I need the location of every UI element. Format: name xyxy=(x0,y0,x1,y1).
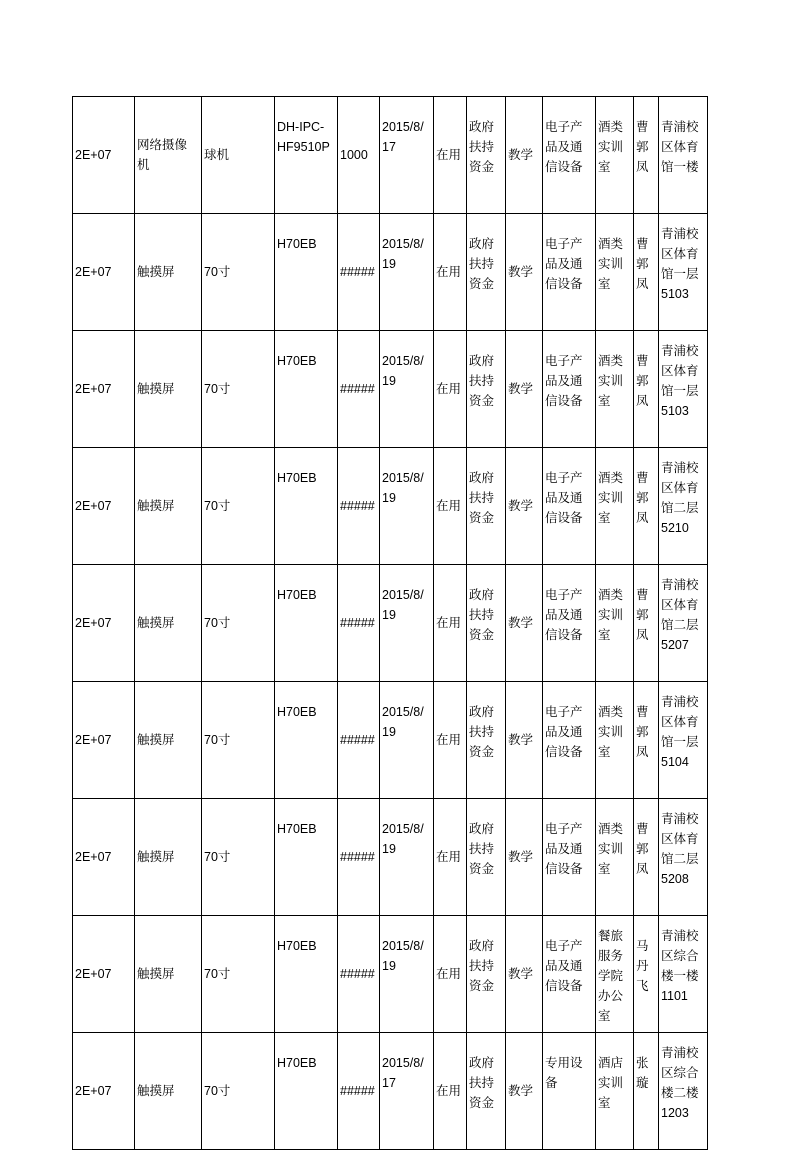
department-cell: 酒类 实训 室 xyxy=(596,448,634,565)
table-row xyxy=(73,97,708,214)
price-cell: ##### xyxy=(338,916,380,1033)
model-cell: H70EB xyxy=(275,1033,338,1150)
custodian-cell: 曹 郭 凤 xyxy=(634,565,659,682)
funding-source-cell: 政府 扶持 资金 xyxy=(467,799,506,916)
asset-name-cell: 网络摄像 机 xyxy=(135,97,202,214)
acquire-date-cell: 2015/8/ 19 xyxy=(380,331,434,448)
usage-cell: 教学 xyxy=(506,331,543,448)
funding-source-cell: 政府 扶持 资金 xyxy=(467,565,506,682)
usage-cell: 教学 xyxy=(506,682,543,799)
location-cell: 青浦校 区综合 楼二楼 1203 xyxy=(659,1033,708,1150)
location-cell: 青浦校 区体育 馆二层 5207 xyxy=(659,565,708,682)
location-cell: 青浦校 区体育 馆一楼 xyxy=(659,97,708,214)
status-cell: 在用 xyxy=(434,448,467,565)
model-cell: H70EB xyxy=(275,682,338,799)
category-cell: 电子产 品及通 信设备 xyxy=(543,331,596,448)
price-cell: 1000 xyxy=(338,97,380,214)
category-cell: 电子产 品及通 信设备 xyxy=(543,682,596,799)
spec-cell: 70寸 xyxy=(202,448,275,565)
acquire-date-cell: 2015/8/ 19 xyxy=(380,448,434,565)
asset-code-cell: 2E+07 xyxy=(73,97,135,214)
status-cell: 在用 xyxy=(434,799,467,916)
price-cell: ##### xyxy=(338,331,380,448)
acquire-date-cell: 2015/8/ 19 xyxy=(380,214,434,331)
acquire-date-cell: 2015/8/ 19 xyxy=(380,682,434,799)
category-cell: 电子产 品及通 信设备 xyxy=(543,448,596,565)
asset-code-cell: 2E+07 xyxy=(73,1033,135,1150)
department-cell: 酒类 实训 室 xyxy=(596,565,634,682)
funding-source-cell: 政府 扶持 资金 xyxy=(467,331,506,448)
custodian-cell: 曹 郭 凤 xyxy=(634,799,659,916)
asset-name-cell: 触摸屏 xyxy=(135,1033,202,1150)
category-cell: 电子产 品及通 信设备 xyxy=(543,916,596,1033)
location-cell: 青浦校 区综合 楼一楼 1101 xyxy=(659,916,708,1033)
usage-cell: 教学 xyxy=(506,1033,543,1150)
category-cell: 电子产 品及通 信设备 xyxy=(543,565,596,682)
asset-code-cell: 2E+07 xyxy=(73,682,135,799)
custodian-cell: 曹 郭 凤 xyxy=(634,331,659,448)
location-cell: 青浦校 区体育 馆二层 5210 xyxy=(659,448,708,565)
custodian-cell: 张 璇 xyxy=(634,1033,659,1150)
department-cell: 酒类 实训 室 xyxy=(596,799,634,916)
asset-name-cell: 触摸屏 xyxy=(135,214,202,331)
department-cell: 餐旅 服务 学院 办公 室 xyxy=(596,916,634,1033)
funding-source-cell: 政府 扶持 资金 xyxy=(467,1033,506,1150)
acquire-date-cell: 2015/8/ 17 xyxy=(380,97,434,214)
price-cell: ##### xyxy=(338,682,380,799)
price-cell: ##### xyxy=(338,565,380,682)
model-cell: H70EB xyxy=(275,448,338,565)
spec-cell: 球机 xyxy=(202,97,275,214)
status-cell: 在用 xyxy=(434,682,467,799)
usage-cell: 教学 xyxy=(506,916,543,1033)
table-body xyxy=(73,97,708,1150)
asset-name-cell: 触摸屏 xyxy=(135,916,202,1033)
custodian-cell: 马 丹 飞 xyxy=(634,916,659,1033)
table-row xyxy=(73,1033,708,1150)
category-cell: 电子产 品及通 信设备 xyxy=(543,799,596,916)
department-cell: 酒店 实训 室 xyxy=(596,1033,634,1150)
asset-name-cell: 触摸屏 xyxy=(135,448,202,565)
funding-source-cell: 政府 扶持 资金 xyxy=(467,682,506,799)
asset-name-cell: 触摸屏 xyxy=(135,565,202,682)
usage-cell: 教学 xyxy=(506,97,543,214)
usage-cell: 教学 xyxy=(506,214,543,331)
funding-source-cell: 政府 扶持 资金 xyxy=(467,448,506,565)
custodian-cell: 曹 郭 凤 xyxy=(634,97,659,214)
department-cell: 酒类 实训 室 xyxy=(596,97,634,214)
status-cell: 在用 xyxy=(434,916,467,1033)
table-row xyxy=(73,799,708,916)
model-cell: DH-IPC- HF9510P xyxy=(275,97,338,214)
model-cell: H70EB xyxy=(275,214,338,331)
asset-name-cell: 触摸屏 xyxy=(135,682,202,799)
status-cell: 在用 xyxy=(434,331,467,448)
status-cell: 在用 xyxy=(434,97,467,214)
category-cell: 电子产 品及通 信设备 xyxy=(543,214,596,331)
model-cell: H70EB xyxy=(275,331,338,448)
status-cell: 在用 xyxy=(434,1033,467,1150)
spec-cell: 70寸 xyxy=(202,565,275,682)
spec-cell: 70寸 xyxy=(202,799,275,916)
spec-cell: 70寸 xyxy=(202,916,275,1033)
department-cell: 酒类 实训 室 xyxy=(596,682,634,799)
funding-source-cell: 政府 扶持 资金 xyxy=(467,97,506,214)
price-cell: ##### xyxy=(338,214,380,331)
department-cell: 酒类 实训 室 xyxy=(596,331,634,448)
location-cell: 青浦校 区体育 馆二层 5208 xyxy=(659,799,708,916)
acquire-date-cell: 2015/8/ 17 xyxy=(380,1033,434,1150)
funding-source-cell: 政府 扶持 资金 xyxy=(467,214,506,331)
table-row xyxy=(73,565,708,682)
spec-cell: 70寸 xyxy=(202,1033,275,1150)
asset-code-cell: 2E+07 xyxy=(73,214,135,331)
asset-table xyxy=(72,96,708,1150)
table-row xyxy=(73,682,708,799)
asset-code-cell: 2E+07 xyxy=(73,331,135,448)
spec-cell: 70寸 xyxy=(202,214,275,331)
custodian-cell: 曹 郭 凤 xyxy=(634,682,659,799)
asset-code-cell: 2E+07 xyxy=(73,799,135,916)
asset-name-cell: 触摸屏 xyxy=(135,331,202,448)
funding-source-cell: 政府 扶持 资金 xyxy=(467,916,506,1033)
price-cell: ##### xyxy=(338,1033,380,1150)
model-cell: H70EB xyxy=(275,565,338,682)
location-cell: 青浦校 区体育 馆一层 5103 xyxy=(659,331,708,448)
acquire-date-cell: 2015/8/ 19 xyxy=(380,916,434,1033)
table-row xyxy=(73,214,708,331)
table-row xyxy=(73,448,708,565)
acquire-date-cell: 2015/8/ 19 xyxy=(380,799,434,916)
department-cell: 酒类 实训 室 xyxy=(596,214,634,331)
price-cell: ##### xyxy=(338,799,380,916)
category-cell: 电子产 品及通 信设备 xyxy=(543,97,596,214)
usage-cell: 教学 xyxy=(506,799,543,916)
asset-name-cell: 触摸屏 xyxy=(135,799,202,916)
location-cell: 青浦校 区体育 馆一层 5104 xyxy=(659,682,708,799)
status-cell: 在用 xyxy=(434,565,467,682)
usage-cell: 教学 xyxy=(506,565,543,682)
custodian-cell: 曹 郭 凤 xyxy=(634,214,659,331)
asset-code-cell: 2E+07 xyxy=(73,448,135,565)
category-cell: 专用设 备 xyxy=(543,1033,596,1150)
location-cell: 青浦校 区体育 馆一层 5103 xyxy=(659,214,708,331)
usage-cell: 教学 xyxy=(506,448,543,565)
spec-cell: 70寸 xyxy=(202,331,275,448)
status-cell: 在用 xyxy=(434,214,467,331)
custodian-cell: 曹 郭 凤 xyxy=(634,448,659,565)
price-cell: ##### xyxy=(338,448,380,565)
model-cell: H70EB xyxy=(275,799,338,916)
acquire-date-cell: 2015/8/ 19 xyxy=(380,565,434,682)
table-row xyxy=(73,916,708,1033)
asset-code-cell: 2E+07 xyxy=(73,565,135,682)
spec-cell: 70寸 xyxy=(202,682,275,799)
model-cell: H70EB xyxy=(275,916,338,1033)
table-row xyxy=(73,331,708,448)
asset-code-cell: 2E+07 xyxy=(73,916,135,1033)
